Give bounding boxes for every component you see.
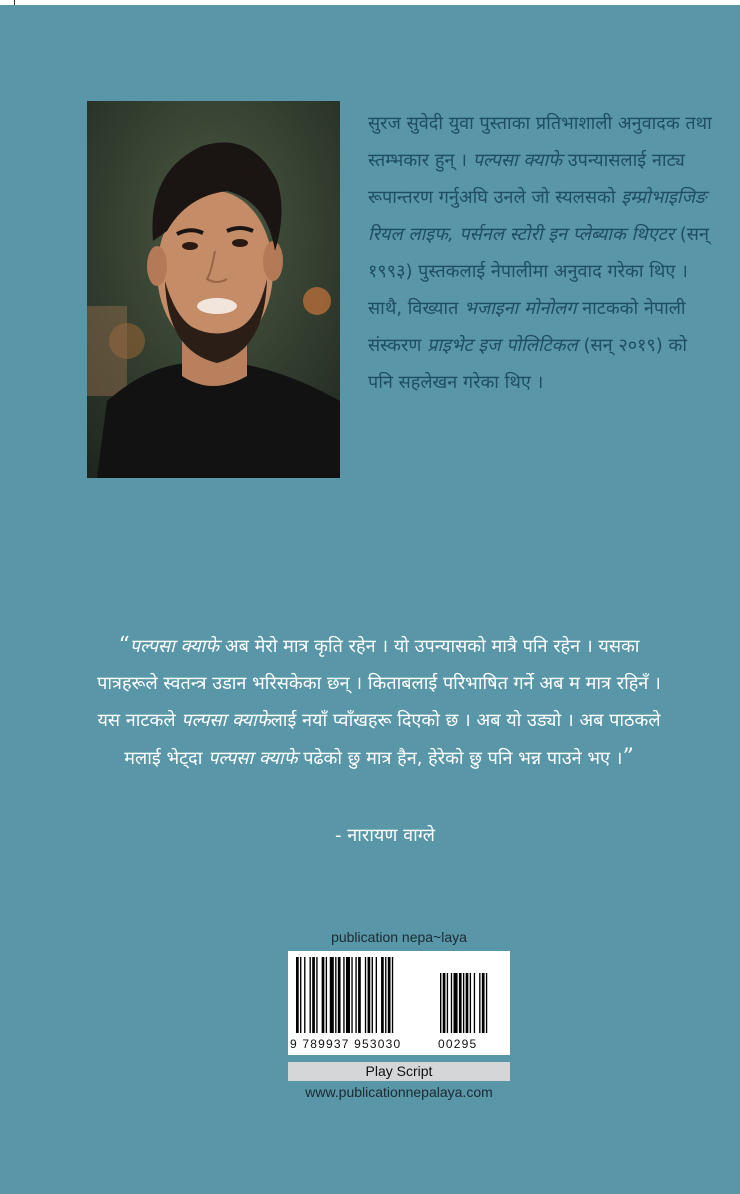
isbn-barcode [288,951,510,1055]
play-title: भजाइना मोनोलग [464,298,577,319]
barcode-bar [343,957,344,1033]
isbn-addon-number: 00295 [438,1037,478,1051]
close-quote-mark: ” [622,745,634,770]
barcode-bar [355,957,356,1033]
book-title: इम्प्रोभाइजिङ रियल लाइफ, पर्सनल स्टोरी इन प्लेब्याक थिएटर [368,187,707,245]
quote-title: पल्पसा क्याफे [129,636,220,657]
barcode-bar [316,957,317,1033]
barcode-bar [381,957,384,1033]
barcode-bar [330,957,334,1033]
book-title: पल्पसा क्याफे [472,150,563,171]
barcode-addon-bar [479,973,480,1033]
barcode-addon-bar [451,973,452,1033]
barcode-bar [310,957,311,1033]
bio-text: सुरज सुवेदी युवा पुस्ताका प्रतिभाशाली अनुवादक तथा स्तम्भकार हुन् । [368,113,712,171]
barcode-bar [335,957,336,1033]
barcode-addon-bar [447,973,448,1033]
back-cover [0,5,740,1194]
isbn-number: 9 789937 953030 [290,1037,402,1051]
barcode-addon-bar [470,973,471,1033]
genre-label: Play Script [288,1062,510,1081]
quote-text: लाई नयाँ प्वाँखहरू दिएको छ । अब यो उड्यो । अब पाठकले मलाई भेट्दा [124,710,661,769]
publisher-name: publication nepa~laya [331,929,467,945]
barcode-bar [322,957,325,1033]
barcode-bar [392,957,393,1033]
barcode-bar [385,957,386,1033]
bio-text: (सन् २०१९) को पनि सहलेखन गरेका थिए । [368,335,688,393]
barcode-addon-bar [486,973,487,1033]
barcode-bar [351,957,352,1033]
barcode-bar [304,957,305,1033]
barcode-bar [365,957,366,1033]
author-photo [87,101,340,478]
barcode-bar [358,957,361,1033]
barcode-bar [376,957,377,1033]
barcode-addon-bar [466,973,469,1033]
bio-text: नाटकको नेपाली संस्करण [368,298,686,356]
barcode-bar [372,957,373,1033]
barcode-bar [296,957,299,1033]
barcode-addon-bar [474,973,475,1033]
barcode-addon-bar [454,973,458,1033]
quote-title: पल्पसा क्याफे [181,710,271,731]
barcode-addon-bar [440,973,441,1033]
barcode-bar [312,957,315,1033]
play-title: प्राइभेट इज पोलिटिकल [427,335,578,356]
barcode-bar [346,957,350,1033]
quote-author: - नारायण वाग्ले [335,825,435,846]
publisher-website: www.publicationnepalaya.com [305,1084,493,1100]
barcode-bar [338,957,341,1033]
quote-text: अब मेरो मात्र कृति रहेन । यो उपन्यासको मात्रै पनि रहेन । यसका पात्रहरूले स्वतन्त्र उडान भरिसकेका छन् । किताबलाई परिभाषित गर्ने अब म मात्र रहिनँ । यस नाटकले [97,636,661,731]
barcode-addon-bar [482,973,485,1033]
bio-text: (सन् १९९३) पुस्तकलाई नेपालीमा अनुवाद गरेका थिए । साथै, विख्यात [368,224,709,319]
barcode-bar [300,957,301,1033]
barcode-addon-bar [443,973,446,1033]
author-bio [368,105,714,401]
quote-title: पल्पसा क्याफे [208,748,298,769]
barcode-addon-bar [463,973,464,1033]
bio-text: उपन्यासलाई नाट्य रूपान्तरण गर्नुअघि उनले जो स्यलसको [368,150,685,208]
barcode-bar [388,957,391,1033]
barcode-bar [326,957,327,1033]
quote-text: पढेको छु मात्र हैन, हेरेको छु पनि भन्न पाउने भए । [297,748,623,769]
blurb-quote [88,627,670,777]
barcode-bar [368,957,371,1033]
barcode-addon-bar [459,973,462,1033]
open-quote-mark: “ [118,633,130,658]
